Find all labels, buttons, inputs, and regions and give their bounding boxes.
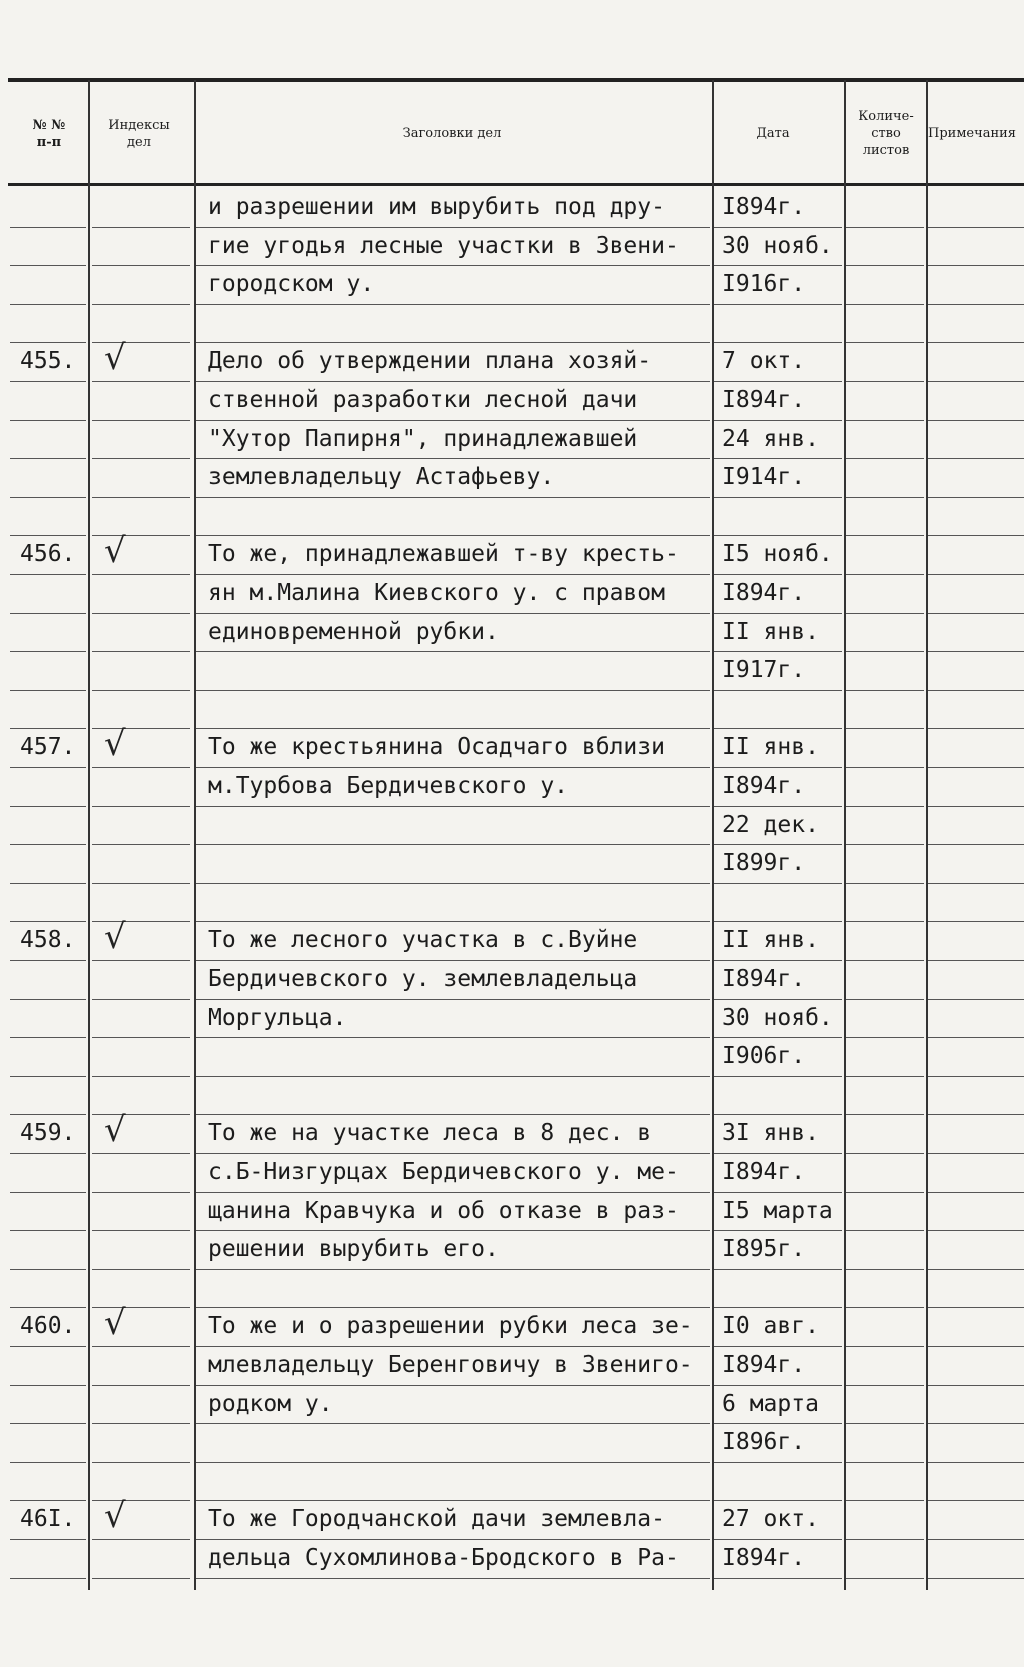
row-rule [928, 1578, 1024, 1579]
row-rule [196, 1346, 710, 1347]
row-rule [714, 1346, 842, 1347]
row-rule [846, 883, 924, 884]
row-rule [928, 227, 1024, 228]
row-title: дельца Сухомлинова-Бродского в Ра- [208, 1545, 679, 1571]
row-rule [714, 1192, 842, 1193]
row-rule [714, 728, 842, 729]
row-rule [92, 767, 190, 768]
row-rule [196, 883, 710, 884]
row-rule [928, 342, 1024, 343]
row-title: То же на участке леса в 8 дес. в [208, 1120, 652, 1147]
row-rule [714, 535, 842, 536]
row-rule [10, 497, 86, 498]
row-title: родком у. [208, 1390, 333, 1417]
row-rule [714, 574, 842, 575]
row-rule [928, 806, 1024, 807]
row-date: I894г. [722, 966, 806, 992]
row-rule [928, 1192, 1024, 1193]
row-rule [92, 1578, 190, 1579]
row-title: Дело об утверждении плана хозяй- [208, 348, 652, 375]
row-rule [10, 381, 86, 382]
row-rule [714, 1037, 842, 1038]
row-rule [714, 420, 842, 421]
row-rule [714, 844, 842, 845]
row-rule [196, 806, 710, 807]
row-rule [10, 1307, 86, 1308]
row-title: То же Городчанской дачи землевла- [208, 1506, 665, 1533]
row-rule [196, 651, 710, 652]
row-rule [92, 1346, 190, 1347]
row-date: I914г. [722, 464, 806, 491]
row-rule [928, 1076, 1024, 1077]
row-rule [92, 690, 190, 691]
row-rule [92, 227, 190, 228]
top-rule [8, 78, 1024, 82]
row-rule [10, 1423, 86, 1424]
row-rule [92, 999, 190, 1000]
header-index [90, 86, 188, 181]
row-rule [10, 1230, 86, 1231]
row-rule [196, 535, 710, 536]
row-rule [92, 1076, 190, 1077]
row-date: I894г. [722, 580, 806, 606]
row-rule [196, 844, 710, 845]
row-rule [196, 921, 710, 922]
row-rule [92, 574, 190, 575]
row-rule [714, 1114, 842, 1115]
row-rule [714, 1076, 842, 1077]
row-rule [928, 458, 1024, 459]
row-rule [846, 1076, 924, 1077]
row-rule [714, 1500, 842, 1501]
row-date: I5 марта [722, 1197, 833, 1224]
row-rule [846, 497, 924, 498]
row-rule [846, 420, 924, 421]
header-sheets [846, 86, 926, 181]
row-title: решении вырубить его. [208, 1236, 499, 1263]
row-rule [846, 1307, 924, 1308]
row-rule [928, 767, 1024, 768]
row-rule [92, 304, 190, 305]
row-date: 30 нояб. [722, 1004, 833, 1031]
header-date [714, 86, 832, 181]
row-rule [714, 1230, 842, 1231]
row-date: I894г. [722, 1545, 806, 1571]
header-title [192, 86, 712, 181]
row-rule [714, 767, 842, 768]
row-rule [714, 265, 842, 266]
row-number: 458. [20, 927, 76, 954]
row-title: землевладельцу Астафьеву. [208, 464, 555, 491]
header-number-text: № № п-п [32, 117, 66, 150]
row-rule [92, 844, 190, 845]
row-date: 27 окт. [722, 1506, 819, 1533]
row-date: I916г. [722, 271, 806, 298]
row-date: I894г. [722, 1159, 806, 1185]
row-rule [196, 1307, 710, 1308]
row-date: I906г. [722, 1043, 806, 1070]
row-rule [92, 883, 190, 884]
row-title: "Хутор Папирня", принадлежавшей [208, 425, 638, 452]
row-rule [196, 1500, 710, 1501]
row-rule [196, 1114, 710, 1115]
row-rule [92, 613, 190, 614]
row-date: I894г. [722, 773, 806, 799]
row-title: м.Турбова Бердичевского у. [208, 773, 569, 799]
row-rule [928, 728, 1024, 729]
column-divider [926, 80, 928, 1590]
row-title: ян м.Малина Киевского у. с правом [208, 580, 665, 606]
row-rule [714, 1385, 842, 1386]
header-title-text: Заголовки дел [402, 126, 502, 141]
row-rule [928, 921, 1024, 922]
row-rule [92, 1423, 190, 1424]
row-rule [196, 1269, 710, 1270]
row-rule [10, 806, 86, 807]
row-rule [714, 613, 842, 614]
row-date: 22 дек. [722, 811, 819, 838]
row-rule [928, 1385, 1024, 1386]
row-rule [928, 420, 1024, 421]
row-rule [92, 381, 190, 382]
header-rule [8, 183, 1024, 186]
row-rule [928, 1307, 1024, 1308]
row-rule [846, 1423, 924, 1424]
row-rule [10, 999, 86, 1000]
row-rule [10, 767, 86, 768]
row-rule [928, 960, 1024, 961]
row-rule [714, 651, 842, 652]
row-date: II янв. [722, 927, 819, 954]
row-rule [10, 690, 86, 691]
row-rule [714, 1269, 842, 1270]
header-notes [928, 86, 1024, 181]
header-date-text: Дата [756, 126, 790, 141]
row-title: То же, принадлежавшей т-ву кресть- [208, 541, 679, 568]
row-rule [846, 921, 924, 922]
row-rule [196, 497, 710, 498]
row-date: I894г. [722, 194, 806, 220]
row-rule [714, 960, 842, 961]
row-rule [928, 265, 1024, 266]
row-rule [928, 1153, 1024, 1154]
row-rule [92, 1230, 190, 1231]
row-rule [196, 574, 710, 575]
row-rule [92, 1153, 190, 1154]
row-rule [714, 227, 842, 228]
row-rule [196, 1153, 710, 1154]
row-rule [92, 960, 190, 961]
row-rule [714, 1307, 842, 1308]
row-rule [92, 265, 190, 266]
row-date: 6 марта [722, 1390, 819, 1417]
row-rule [928, 651, 1024, 652]
row-rule [92, 1462, 190, 1463]
row-title: и разрешении им вырубить под дру- [208, 194, 665, 220]
row-rule [714, 1423, 842, 1424]
row-rule [196, 1192, 710, 1193]
row-rule [92, 1037, 190, 1038]
row-rule [92, 458, 190, 459]
row-title: городском у. [208, 271, 375, 298]
row-rule [846, 458, 924, 459]
row-rule [92, 651, 190, 652]
row-rule [10, 844, 86, 845]
row-rule [196, 613, 710, 614]
row-rule [714, 497, 842, 498]
row-rule [10, 420, 86, 421]
row-rule [10, 1037, 86, 1038]
row-date: I0 авг. [722, 1313, 819, 1340]
row-rule [196, 999, 710, 1000]
row-title: То же лесного участка в с.Вуйне [208, 927, 638, 954]
row-rule [10, 1462, 86, 1463]
row-rule [928, 1346, 1024, 1347]
row-rule [10, 304, 86, 305]
row-rule [714, 304, 842, 305]
row-rule [714, 342, 842, 343]
row-rule [10, 1153, 86, 1154]
row-number: 457. [20, 734, 76, 761]
row-rule [928, 690, 1024, 691]
row-rule [928, 1539, 1024, 1540]
row-rule [714, 1539, 842, 1540]
row-rule [196, 960, 710, 961]
row-rule [846, 342, 924, 343]
row-rule [10, 613, 86, 614]
row-rule [928, 381, 1024, 382]
header-sheets-text: Количе- ство листов [858, 109, 914, 158]
row-number: 459. [20, 1120, 76, 1147]
row-rule [10, 458, 86, 459]
check-mark-icon: √ [104, 338, 126, 379]
row-rule [196, 265, 710, 266]
row-rule [928, 535, 1024, 536]
row-rule [196, 1423, 710, 1424]
row-rule [928, 304, 1024, 305]
row-rule [846, 1153, 924, 1154]
row-date: I894г. [722, 1352, 806, 1378]
row-rule [846, 960, 924, 961]
row-rule [846, 728, 924, 729]
row-date: I917г. [722, 657, 806, 684]
row-rule [928, 1500, 1024, 1501]
row-rule [196, 1462, 710, 1463]
column-divider [194, 80, 196, 1590]
row-rule [10, 960, 86, 961]
row-title: Моргульца. [208, 1004, 347, 1031]
row-rule [928, 844, 1024, 845]
row-title: То же и о разрешении рубки леса зе- [208, 1313, 693, 1340]
check-mark-icon: √ [104, 531, 126, 572]
row-rule [928, 1269, 1024, 1270]
row-rule [714, 1153, 842, 1154]
row-rule [92, 1192, 190, 1193]
row-title: ственной разработки лесной дачи [208, 387, 638, 413]
column-divider [88, 80, 90, 1590]
column-divider [712, 80, 714, 1590]
check-mark-icon: √ [104, 1496, 126, 1537]
row-rule [928, 613, 1024, 614]
row-rule [846, 1385, 924, 1386]
row-rule [846, 1462, 924, 1463]
row-rule [10, 227, 86, 228]
row-rule [846, 1192, 924, 1193]
row-rule [846, 767, 924, 768]
row-date: I894г. [722, 387, 806, 413]
row-title: млевладельцу Беренговичу в Звениго- [208, 1352, 693, 1378]
row-rule [10, 651, 86, 652]
row-rule [846, 1230, 924, 1231]
row-date: II янв. [722, 618, 819, 645]
check-mark-icon: √ [104, 1303, 126, 1344]
row-rule [10, 1114, 86, 1115]
row-rule [846, 613, 924, 614]
row-date: 24 янв. [722, 425, 819, 452]
header-index-text: Индексы дел [108, 117, 170, 150]
row-date: I899г. [722, 850, 806, 877]
row-rule [92, 1539, 190, 1540]
row-rule [928, 883, 1024, 884]
row-rule [846, 1114, 924, 1115]
row-number: 46I. [20, 1506, 76, 1533]
row-rule [10, 1346, 86, 1347]
row-rule [10, 265, 86, 266]
row-rule [846, 1578, 924, 1579]
row-rule [928, 1423, 1024, 1424]
row-title: с.Б-Низгурцах Бердичевского у. ме- [208, 1159, 679, 1185]
row-rule [928, 1037, 1024, 1038]
row-rule [10, 883, 86, 884]
row-date: 7 окт. [722, 348, 806, 375]
row-rule [846, 1500, 924, 1501]
header-notes-text: Примечания [928, 126, 1017, 141]
check-mark-icon: √ [104, 917, 126, 958]
row-rule [846, 806, 924, 807]
row-rule [846, 381, 924, 382]
row-number: 460. [20, 1313, 76, 1340]
row-rule [714, 381, 842, 382]
row-rule [196, 1037, 710, 1038]
row-rule [846, 1539, 924, 1540]
row-date: I895г. [722, 1236, 806, 1263]
row-rule [928, 1462, 1024, 1463]
row-rule [846, 1037, 924, 1038]
row-rule [196, 1230, 710, 1231]
row-date: I5 нояб. [722, 541, 833, 568]
check-mark-icon: √ [104, 1110, 126, 1151]
row-rule [196, 1385, 710, 1386]
row-date: I896г. [722, 1429, 806, 1456]
row-rule [714, 1578, 842, 1579]
row-number: 456. [20, 541, 76, 568]
check-mark-icon: √ [104, 724, 126, 765]
row-rule [92, 1269, 190, 1270]
row-rule [196, 1076, 710, 1077]
row-rule [846, 1269, 924, 1270]
row-rule [196, 381, 710, 382]
row-title: То же крестьянина Осадчаго вблизи [208, 734, 665, 761]
row-rule [10, 535, 86, 536]
row-rule [846, 574, 924, 575]
row-title: гие угодья лесные участки в Звени- [208, 232, 679, 259]
row-rule [196, 728, 710, 729]
row-rule [714, 883, 842, 884]
row-date: 3I янв. [722, 1120, 819, 1147]
row-rule [10, 1578, 86, 1579]
row-rule [196, 342, 710, 343]
row-rule [92, 497, 190, 498]
row-title: щанина Кравчука и об отказе в раз- [208, 1197, 679, 1224]
row-rule [846, 690, 924, 691]
row-rule [928, 1230, 1024, 1231]
row-title: Бердичевского у. землевладельца [208, 966, 638, 992]
row-rule [928, 497, 1024, 498]
row-rule [196, 1578, 710, 1579]
row-rule [714, 690, 842, 691]
row-rule [714, 921, 842, 922]
row-rule [196, 227, 710, 228]
row-rule [10, 1385, 86, 1386]
row-rule [10, 574, 86, 575]
row-rule [10, 342, 86, 343]
row-rule [714, 806, 842, 807]
row-date: II янв. [722, 734, 819, 761]
row-title: единовременной рубки. [208, 618, 499, 645]
row-rule [92, 1385, 190, 1386]
row-rule [714, 1462, 842, 1463]
row-rule [10, 1539, 86, 1540]
row-rule [846, 535, 924, 536]
header-number [10, 86, 88, 181]
row-rule [846, 651, 924, 652]
row-rule [846, 999, 924, 1000]
row-rule [196, 304, 710, 305]
row-rule [928, 574, 1024, 575]
row-rule [846, 227, 924, 228]
row-rule [714, 999, 842, 1000]
row-rule [10, 728, 86, 729]
row-rule [10, 1500, 86, 1501]
row-rule [928, 1114, 1024, 1115]
row-rule [846, 265, 924, 266]
column-divider [844, 80, 846, 1590]
row-date: 30 нояб. [722, 232, 833, 259]
row-rule [846, 1346, 924, 1347]
row-rule [92, 806, 190, 807]
row-number: 455. [20, 348, 76, 375]
row-rule [714, 458, 842, 459]
row-rule [196, 690, 710, 691]
row-rule [196, 1539, 710, 1540]
row-rule [10, 921, 86, 922]
row-rule [846, 304, 924, 305]
row-rule [196, 458, 710, 459]
row-rule [196, 420, 710, 421]
row-rule [10, 1076, 86, 1077]
row-rule [196, 767, 710, 768]
row-rule [10, 1192, 86, 1193]
row-rule [92, 420, 190, 421]
row-rule [10, 1269, 86, 1270]
row-rule [928, 999, 1024, 1000]
row-rule [846, 844, 924, 845]
